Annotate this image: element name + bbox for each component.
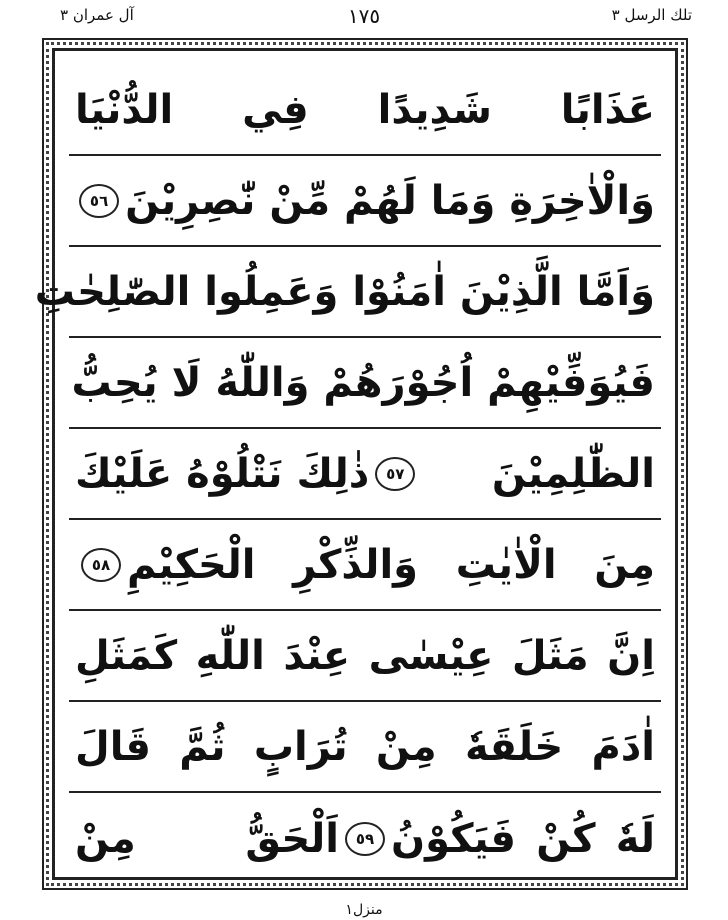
ayah-number-marker: ٥٨ [81, 548, 121, 582]
verse-line [69, 338, 661, 429]
ayah-number-marker: ٥٧ [375, 457, 415, 491]
verse-text: مِنَ الْاٰيٰتِ وَالذِّكْرِ الْحَكِيْمِ [127, 541, 655, 588]
verse-line [69, 702, 661, 793]
ayah-number-marker: ٥٩ [345, 822, 385, 856]
verse-line [69, 65, 661, 156]
page-border [34, 38, 688, 890]
manzil-label: منزل١ [345, 902, 383, 918]
verse-line-content [69, 86, 661, 133]
verse-line-content [69, 177, 661, 224]
verse-line-content [69, 632, 661, 679]
verse-text-continued: اَلْحَقُّ مِنْ [75, 815, 339, 862]
ayah-number-marker: ٥٦ [79, 184, 119, 218]
verse-line [69, 520, 661, 611]
verse-text: اِنَّ مَثَلَ عِيْسٰى عِنْدَ اللّٰهِ كَمَثَلِ [75, 632, 655, 679]
verse-line-content [34, 268, 661, 315]
verse-line [69, 156, 661, 247]
surah-header: آل عمران ٣ [60, 6, 134, 24]
verse-text: لَهٗ كُنْ فَيَكُوْنُ [391, 815, 655, 862]
text-frame [34, 48, 678, 880]
verse-text: فَيُوَفِّيْهِمْ اُجُوْرَهُمْ وَاللّٰهُ لَا يُحِبُّ [71, 359, 655, 406]
verse-text-continued: ذٰلِكَ نَتْلُوْهُ عَلَيْكَ [75, 450, 370, 497]
verse-line-content [69, 815, 661, 862]
verse-line-content [69, 541, 661, 588]
verse-line [69, 793, 661, 884]
verse-text: عَذَابًا شَدِيدًا فِي الدُّنْيَا [75, 86, 655, 133]
verse-line-content [69, 723, 661, 770]
page-number: ١٧٥ [347, 4, 381, 28]
verse-line-content [69, 450, 661, 497]
verse-line [69, 429, 661, 520]
verse-text: وَالْاٰخِرَةِ وَمَا لَهُمْ مِّنْ نّٰصِرِيْنَ [125, 177, 655, 224]
verse-text: وَاَمَّا الَّذِيْنَ اٰمَنُوْا وَعَمِلُوا الصّٰلِحٰتِ [34, 268, 655, 315]
verse-line [69, 611, 661, 702]
verse-line [34, 247, 661, 338]
verse-line-content [69, 359, 661, 406]
verse-text: اٰدَمَ خَلَقَهٗ مِنْ تُرَابٍ ثُمَّ قَالَ [75, 723, 655, 770]
verse-text: الظّٰلِمِيْنَ [491, 450, 655, 497]
juz-header: تلك الرسل ٣ [611, 6, 692, 24]
verse-lines [34, 65, 661, 863]
